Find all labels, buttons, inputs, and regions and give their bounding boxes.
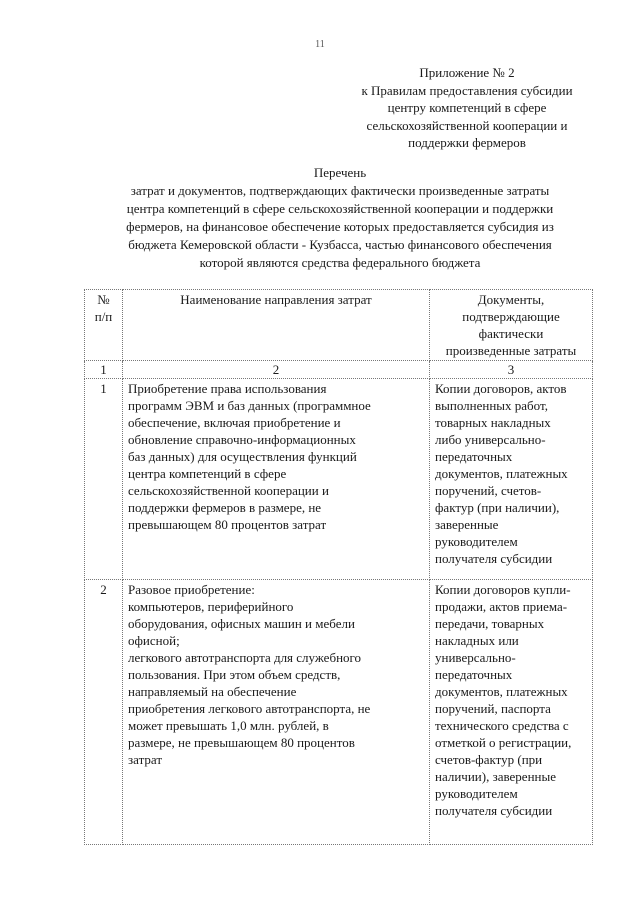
row-name-line: поддержки фермеров в размере, не [128, 500, 322, 515]
row-docs-line: универсально- [435, 650, 516, 665]
row-name-cell [123, 379, 430, 580]
header-docs-line: фактически [478, 326, 544, 341]
row-name-line: легкового автотранспорта для служебного [128, 650, 362, 665]
appendix-line: Приложение № 2 [419, 65, 515, 80]
column-index-cell: 1 [85, 361, 123, 379]
appendix-header [322, 64, 612, 152]
row-docs-line: получателя субсидии [435, 803, 553, 818]
row-docs-line: отметкой о регистрации, [435, 735, 572, 750]
header-docs-line: Документы, [477, 292, 545, 307]
row-name-line: обеспечение, включая приобретение и [128, 415, 341, 430]
row-docs-cell [430, 580, 593, 845]
row-docs-line: выполненных работ, [435, 398, 548, 413]
row-name-line: Приобретение права использования [128, 381, 327, 396]
row-name-line: приобретения легкового автотранспорта, не [128, 701, 371, 716]
column-index-row [85, 361, 593, 379]
row-docs-line: документов, платежных [435, 466, 568, 481]
column-index-cell: 2 [123, 361, 430, 379]
title-line: затрат и документов, подтверждающих фактически произведенные затраты [130, 183, 550, 198]
costs-table [84, 289, 593, 845]
title-line: которой являются средства федерального бюджета [199, 255, 481, 270]
row-name-line: сельскохозяйственной кооперации и [128, 483, 329, 498]
title-line: центра компетенций в сфере сельскохозяйственной кооперации и поддержки [126, 201, 554, 216]
title-line: фермеров, на финансовое обеспечение которых предоставляется субсидия из [126, 219, 554, 234]
header-docs-line: подтверждающие [462, 309, 560, 324]
appendix-line: сельскохозяйственной кооперации и [366, 117, 568, 133]
row-name-line: компьютеров, периферийного [128, 599, 294, 614]
table-row [85, 379, 593, 580]
appendix-line: поддержки фермеров [408, 135, 526, 150]
row-docs-line: продажи, актов приема- [435, 599, 568, 614]
row-docs-line: поручений, паспорта [435, 701, 551, 716]
row-name-line: размере, не превышающем 80 процентов [128, 735, 355, 750]
row-name-line: обновление справочно-информационных [128, 432, 356, 447]
document-title [60, 164, 620, 272]
row-name-line: может превышать 1,0 млн. рублей, в [128, 718, 329, 733]
row-number: 1 [85, 379, 123, 580]
row-docs-cell [430, 379, 593, 580]
row-docs-line: товарных накладных [435, 415, 551, 430]
table-row [85, 580, 593, 845]
row-docs-line: руководителем [435, 786, 518, 801]
row-docs-line: получателя субсидии [435, 551, 553, 566]
table-header-row [85, 290, 593, 361]
row-docs-line: передачи, товарных [435, 616, 545, 631]
row-docs-line: Копии договоров купли- [435, 582, 571, 597]
row-name-cell [123, 580, 430, 845]
title-line: бюджета Кемеровской области - Кузбасса, частью финансового обеспечения [128, 237, 552, 252]
header-num-line: № [97, 292, 110, 307]
row-docs-line: передаточных [435, 449, 513, 464]
row-name-line: направляемый на обеспечение [128, 684, 297, 699]
title-heading: Перечень [313, 165, 367, 180]
row-docs-line: передаточных [435, 667, 513, 682]
row-name-line: программ ЭВМ и баз данных (программное [128, 398, 371, 413]
row-docs-line: Копии договоров, актов [435, 381, 567, 396]
row-name-line: Разовое приобретение: [128, 582, 255, 597]
row-docs-line: технического средства с [435, 718, 569, 733]
header-num-cell [85, 290, 123, 361]
row-name-line: баз данных) для осуществления функций [128, 449, 357, 464]
header-num-line: п/п [94, 309, 113, 324]
header-name-cell: Наименование направления затрат [123, 290, 430, 361]
header-docs-line: произведенные затраты [445, 343, 577, 358]
row-docs-line: документов, платежных [435, 684, 568, 699]
row-docs-line: руководителем [435, 534, 518, 549]
row-docs-line: заверенные [435, 517, 499, 532]
appendix-line: к Правилам предоставления субсидии [361, 82, 573, 98]
row-docs-line: фактур (при наличии), [435, 500, 560, 515]
row-name-line: офисной; [128, 633, 180, 648]
row-docs-line: наличии), заверенные [435, 769, 556, 784]
row-name-line: затрат [128, 752, 163, 767]
row-name-line: центра компетенций в сфере [128, 466, 287, 481]
row-docs-line: либо универсально- [435, 432, 546, 447]
header-docs-cell [430, 290, 593, 361]
row-number: 2 [85, 580, 123, 845]
page-number: 11 [315, 39, 325, 50]
row-docs-line: поручений, счетов- [435, 483, 542, 498]
row-docs-line: счетов-фактур (при [435, 752, 543, 767]
appendix-line: центру компетенций в сфере [387, 100, 547, 115]
row-name-line: оборудования, офисных машин и мебели [128, 616, 355, 631]
row-docs-line: накладных или [435, 633, 519, 648]
column-index-cell: 3 [430, 361, 593, 379]
row-name-line: превышающем 80 процентов затрат [128, 517, 327, 532]
row-name-line: пользования. При этом объем средств, [128, 667, 341, 682]
